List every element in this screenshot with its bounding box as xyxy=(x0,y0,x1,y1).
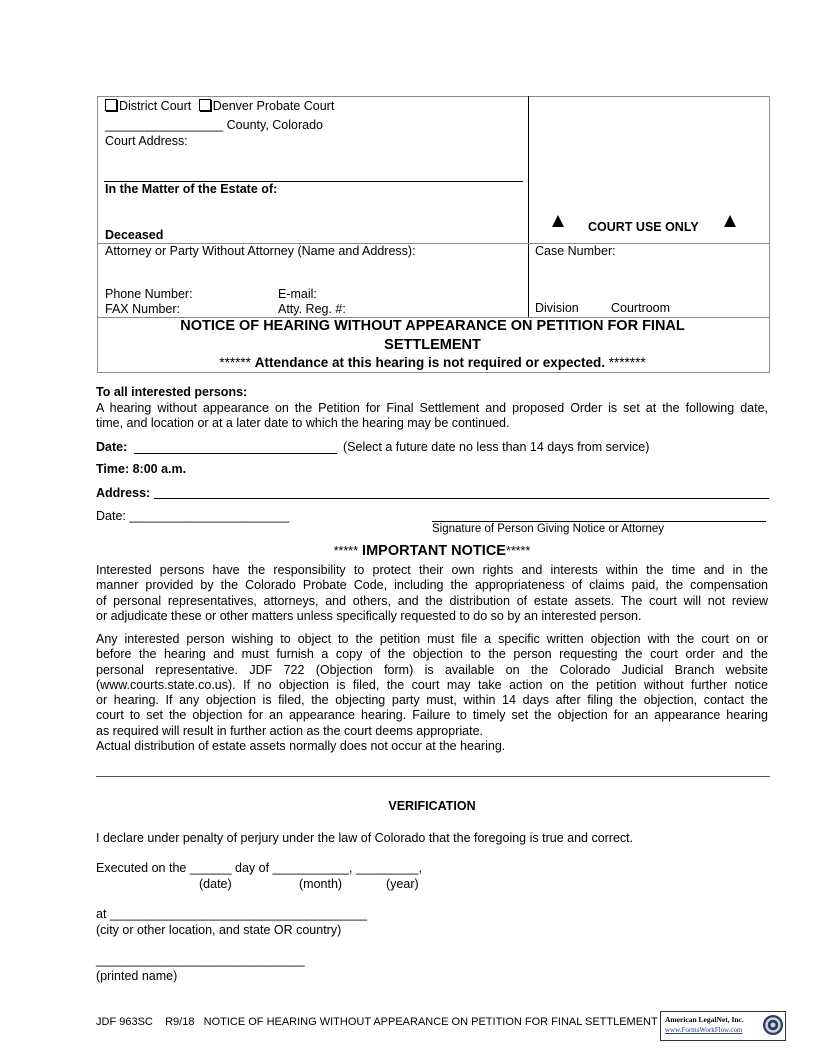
heading-stars-left: ***** xyxy=(333,544,359,558)
paragraph-line: or hearing. If any objection is filed, the objecting party must, within 14 days after filing the objection, contact the xyxy=(96,693,768,708)
paragraph-line: Any interested person wishing to object to the petition must file a specific written objection with the court on or xyxy=(96,632,768,646)
form-title-line1: NOTICE OF HEARING WITHOUT APPEARANCE ON PETITION FOR FINAL xyxy=(180,318,685,334)
executed-on-line[interactable]: Executed on the ______ day of ___________, _________, xyxy=(96,861,422,875)
hearing-time: Time: 8:00 a.m. xyxy=(96,462,187,476)
denver-probate-checkbox[interactable] xyxy=(199,99,211,111)
paragraph-line: before the hearing and must furnish a copy of the objection to the person requesting the court order and the xyxy=(96,647,768,662)
attendance-note xyxy=(97,355,768,370)
logo-url[interactable]: www.FormsWorkFlow.com xyxy=(665,1026,743,1034)
hearing-address-field[interactable] xyxy=(154,498,769,499)
attendance-prefix: ****** xyxy=(219,355,251,370)
footer-text xyxy=(96,1016,658,1028)
location-line[interactable]: at _____________________________________ xyxy=(96,907,368,921)
up-arrow-left-icon xyxy=(552,215,564,227)
section-divider xyxy=(96,776,770,777)
heading-stars-right: ***** xyxy=(505,544,531,558)
estate-matter-label: In the Matter of the Estate of: xyxy=(105,182,278,196)
important-paragraph-1 xyxy=(96,563,768,624)
footer-form-title: NOTICE OF HEARING WITHOUT APPEARANCE ON PETITION FOR FINAL SETTLEMENT xyxy=(203,1016,658,1028)
important-paragraph-2 xyxy=(96,632,768,754)
intro-line: time, and location or at a later date to which the hearing may be continued. xyxy=(96,416,510,431)
paragraph-line: Actual distribution of estate assets normally does not occur at the hearing. xyxy=(96,739,506,754)
printed-name-line[interactable]: ______________________________ xyxy=(96,953,305,967)
paragraph-line: as required will result in further action as the court deems appropriate. xyxy=(96,723,483,738)
caption-divider xyxy=(528,96,529,317)
phone-label: Phone Number: xyxy=(105,287,193,301)
to-interested-persons: To all interested persons: xyxy=(96,385,248,399)
american-legalnet-logo xyxy=(660,1011,786,1041)
intro-paragraph xyxy=(96,401,768,432)
form-title-line2: SETTLEMENT xyxy=(384,337,481,353)
printed-name-caption: (printed name) xyxy=(96,969,178,983)
month-caption: (month) xyxy=(299,877,343,891)
signature-line[interactable] xyxy=(432,521,766,522)
court-address-label: Court Address: xyxy=(105,134,188,148)
deceased-label: Deceased xyxy=(105,228,164,242)
logo-company: American LegalNet, Inc. xyxy=(665,1015,744,1024)
paragraph-line: or adjudicate these or other matters unless specifically requested to do so by an interested person. xyxy=(96,608,642,623)
globe-icon xyxy=(762,1014,784,1036)
district-court-checkbox[interactable] xyxy=(105,99,117,111)
denver-probate-label: Denver Probate Court xyxy=(212,99,335,113)
courtroom-label: Courtroom xyxy=(611,301,671,315)
attendance-suffix: ******* xyxy=(608,355,646,370)
atty-reg-label: Atty. Reg. #: xyxy=(278,302,346,316)
district-court-label: District Court xyxy=(119,99,192,113)
important-notice-heading xyxy=(96,543,768,559)
fax-label: FAX Number: xyxy=(105,302,181,316)
county-line: _________________ County, Colorado xyxy=(105,118,324,132)
form-id: JDF 963SC xyxy=(96,1016,153,1028)
hearing-address-label: Address: xyxy=(96,486,151,500)
email-label: E-mail: xyxy=(278,287,317,301)
paragraph-line: (www.courts.state.co.us). If no objection is filed, the court may take action on the petition without further notice xyxy=(96,677,768,692)
verification-declaration: I declare under penalty of perjury under the law of Colorado that the foregoing is true and correct. xyxy=(96,831,634,845)
hearing-date-field[interactable] xyxy=(134,453,337,454)
heading-text: IMPORTANT NOTICE xyxy=(362,543,506,559)
form-revision: R9/18 xyxy=(165,1016,195,1028)
signature-caption: Signature of Person Giving Notice or Attorney xyxy=(432,523,665,535)
hearing-date-label: Date: xyxy=(96,440,128,454)
paragraph-line: of personal representatives, attorneys, and others, and the distribution of estate assets. The court will not review xyxy=(96,593,768,608)
attorney-label: Attorney or Party Without Attorney (Name and Address): xyxy=(105,244,416,258)
hearing-date-hint: (Select a future date no less than 14 days from service) xyxy=(343,440,650,454)
paragraph-line: personal representative. JDF 722 (Objection form) is available on the Colorado Judicial Branch website xyxy=(96,662,768,677)
date-caption: (date) xyxy=(199,877,232,891)
year-caption: (year) xyxy=(386,877,419,891)
case-number-label: Case Number: xyxy=(535,244,616,258)
attendance-text: Attendance at this hearing is not required or expected. xyxy=(254,355,606,370)
paragraph-line: court to set the objection for an appearance hearing. Failure to timely set the objection for an appearance hearing xyxy=(96,708,768,723)
paragraph-line: Interested persons have the responsibility to protect their own rights and interests within the time and in the xyxy=(96,563,768,577)
paragraph-line: manner provided by the Colorado Probate Code, including the appropriateness of claims paid, the compensation xyxy=(96,578,768,593)
signed-date[interactable]: Date: _______________________ xyxy=(96,509,290,523)
court-use-only-label: COURT USE ONLY xyxy=(588,220,699,234)
location-caption: (city or other location, and state OR country) xyxy=(96,923,342,937)
up-arrow-right-icon xyxy=(724,215,736,227)
division-label: Division xyxy=(535,301,579,315)
court-options xyxy=(105,99,334,113)
verification-heading: VERIFICATION xyxy=(388,799,476,813)
intro-line: A hearing without appearance on the Petition for Final Settlement and proposed Order is set at the following date, xyxy=(96,401,768,415)
